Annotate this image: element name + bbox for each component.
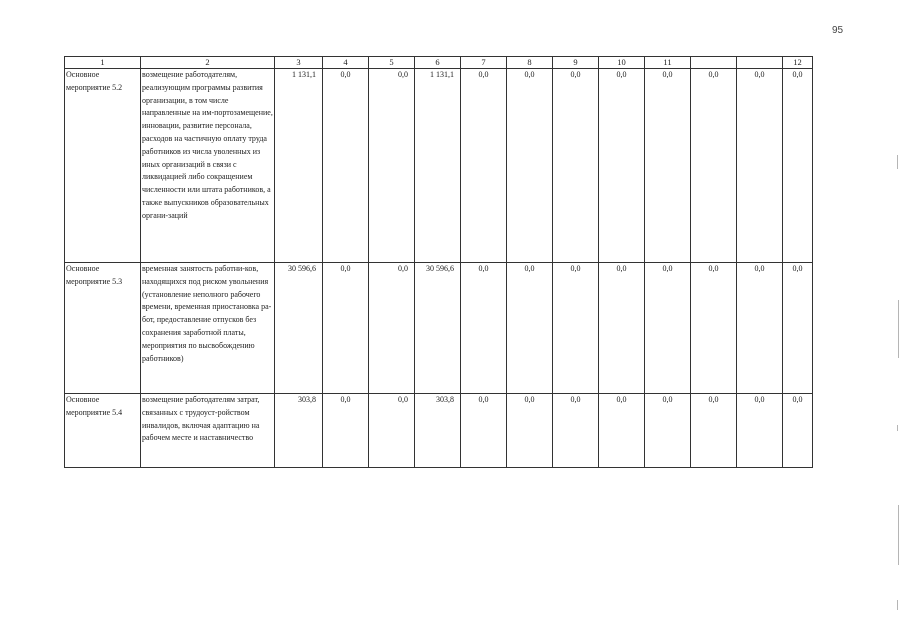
- column-header: [691, 57, 737, 69]
- value-cell: 0,0: [507, 263, 553, 394]
- value-cell: 0,0: [783, 263, 813, 394]
- value-cell: 0,0: [507, 394, 553, 468]
- column-header: 3: [275, 57, 323, 69]
- event-description: возмещение работодателям затрат, связанных с трудоуст-ройством инвалидов, включая адаптацию на рабочем месте и наставничество: [141, 394, 275, 468]
- value-cell: 0,0: [323, 263, 369, 394]
- value-cell: 0,0: [369, 394, 415, 468]
- value-cell: 0,0: [507, 69, 553, 263]
- scan-artifact: [897, 600, 898, 610]
- value-cell: 1 131,1: [275, 69, 323, 263]
- scan-artifact: [898, 505, 899, 565]
- scan-artifact: [898, 300, 899, 358]
- column-header: [737, 57, 783, 69]
- value-cell: 30 596,6: [275, 263, 323, 394]
- value-cell: 303,8: [415, 394, 461, 468]
- scan-artifact: [897, 155, 898, 169]
- value-cell: 0,0: [553, 394, 599, 468]
- table-row: [65, 263, 813, 394]
- value-cell: 0,0: [691, 69, 737, 263]
- value-cell: 0,0: [461, 69, 507, 263]
- value-cell: 0,0: [599, 263, 645, 394]
- event-name: Основное мероприятие 5.4: [65, 394, 141, 468]
- value-cell: 0,0: [737, 263, 783, 394]
- value-cell: 0,0: [369, 69, 415, 263]
- value-cell: 0,0: [737, 394, 783, 468]
- value-cell: 0,0: [461, 394, 507, 468]
- value-cell: 0,0: [737, 69, 783, 263]
- column-header: 9: [553, 57, 599, 69]
- value-cell: 303,8: [275, 394, 323, 468]
- event-description: возмещение работодателям, реализующим программы развития организации, в том числе направленные на им-портозамещение, инновации, развитие персонала, расходов на частичную оплату труда работников из числа уволенных из иных организаций в связи с ликвидацией либо сокращением численности или штата работников, а также выпускников образовательных органи-заций: [141, 69, 275, 263]
- value-cell: 0,0: [783, 394, 813, 468]
- header-row: [65, 57, 813, 69]
- scan-artifact: [897, 425, 898, 431]
- value-cell: 0,0: [599, 394, 645, 468]
- value-cell: 0,0: [323, 394, 369, 468]
- column-header: 11: [645, 57, 691, 69]
- column-header: 10: [599, 57, 645, 69]
- column-header: 12: [783, 57, 813, 69]
- value-cell: 0,0: [783, 69, 813, 263]
- value-cell: 0,0: [323, 69, 369, 263]
- table-row: [65, 394, 813, 468]
- value-cell: 0,0: [553, 69, 599, 263]
- column-header: 8: [507, 57, 553, 69]
- value-cell: 0,0: [645, 263, 691, 394]
- event-description: временная занятость работни-ков, находящихся под риском увольнения (установление неполного рабочего времени, временная приостановка ра-бот, предоставление отпусков без сохранения заработной платы, мероприятия по высвобождению работников): [141, 263, 275, 394]
- value-cell: 1 131,1: [415, 69, 461, 263]
- value-cell: 0,0: [645, 394, 691, 468]
- column-header: 2: [141, 57, 275, 69]
- column-header: 4: [323, 57, 369, 69]
- value-cell: 0,0: [691, 263, 737, 394]
- column-header: 7: [461, 57, 507, 69]
- event-name: Основное мероприятие 5.3: [65, 263, 141, 394]
- value-cell: 0,0: [599, 69, 645, 263]
- budget-table: [64, 56, 813, 468]
- column-header: 5: [369, 57, 415, 69]
- column-header: 1: [65, 57, 141, 69]
- value-cell: 0,0: [691, 394, 737, 468]
- value-cell: 0,0: [461, 263, 507, 394]
- column-header: 6: [415, 57, 461, 69]
- value-cell: 0,0: [369, 263, 415, 394]
- value-cell: 0,0: [553, 263, 599, 394]
- table-row: [65, 69, 813, 263]
- value-cell: 0,0: [645, 69, 691, 263]
- event-name: Основное мероприятие 5.2: [65, 69, 141, 263]
- value-cell: 30 596,6: [415, 263, 461, 394]
- page-number: 95: [832, 25, 844, 36]
